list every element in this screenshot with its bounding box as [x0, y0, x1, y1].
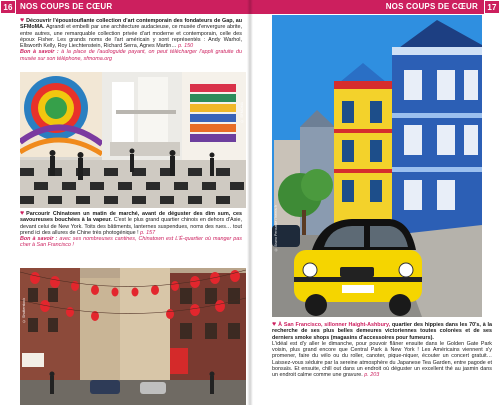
chinatown-street-illustration — [20, 268, 246, 405]
museum-page-ref: p. 150 — [178, 43, 194, 50]
heart-icon: ♥ — [272, 321, 277, 328]
haight-ashbury-page-ref: p. 203 — [364, 372, 380, 379]
museum-section-text — [20, 18, 242, 62]
right-page — [250, 0, 500, 405]
chinatown-heading: Parcourir Chinatown — [26, 211, 81, 217]
museum-heading: Découvrir l'époustouflante collection d'art contemporain des fondateurs de Gap, au SFMoMA. — [20, 18, 242, 31]
chinatown-body: C'est le plus grand quartier chinois en dehors d'Asie, devant celui de New York. Toits des bâtiments, lanternes suspendues, noms des rues… tout prend ici des allures de Chine très photogénique ! — [20, 217, 242, 236]
museum-photo — [20, 72, 246, 208]
museum-photo-credit: © SFMOMA — [240, 102, 244, 123]
haight-ashbury-body: L'idéal est d'y aller le dimanche, pour pouvoir flâner ensuite dans le Golden Gate Park voisin, plus grand encore que Central Park à New York ! Les Américains viennent s'y promener, faire du vélo ou du roller, canoter, pique-niquer, écouter un concert gratuit… Laissez-vous séduire par la sereine atmosphère du Japanese Tea Garden, entre pagode et bonsaïs. Et ensuite, chill out dans un endroit où déguster un excellent thé au jasmin dans un endroit calme comme une gravure. — [272, 340, 492, 379]
section-header-title: NOS COUPS DE CŒUR — [385, 2, 478, 11]
left-header-band — [0, 0, 250, 14]
right-header-band — [250, 0, 500, 14]
tip-label: Bon à savoir : — [20, 49, 59, 56]
chinatown-photo-credit: © Shutterstock — [22, 298, 26, 323]
chinatown-tip: avec ses nombreuses cantines, Chinatown est L'É-quartier où manger pas cher à San Francisco ! — [20, 236, 243, 249]
heart-icon: ♥ — [20, 17, 25, 24]
chinatown-photo — [20, 268, 246, 405]
book-gutter — [247, 0, 253, 405]
victorian-houses-illustration — [272, 15, 482, 317]
chinatown-heading-rest: un matin de marché, avant de déguster des dim sum, ces savoureuses bouchées à la vapeur. — [20, 211, 242, 224]
haight-ashbury-photo — [272, 15, 482, 317]
museum-body: Agrandi et embelli par une architecture audacieuse, ce musée d'envergure abrite, entre autres, une remarquable collection privée d'art moderne et contemporain, celle des époux Fisher. Les grands noms de l'art américain y sont représentés : Andy Warhol, Ellsworth Kelly, Roy Liechtenstein, Richard Serra, Agnes Martin… — [20, 24, 242, 50]
haight-ashbury-heading: À San Francisco, sillonner Haight-Ashbury, — [278, 322, 391, 328]
tip-label: Bon à savoir : — [20, 236, 58, 243]
museum-website-link[interactable]: sfmoma.org — [83, 55, 113, 62]
page-number: 16 — [0, 0, 16, 14]
haight-ashbury-heading-rest: quartier des hippies dans les 70's, à la recherche de ses plus belles demeures victoriennes toutes colorées et de ses derniers smoke shops (magasins d'accessoires pour fumeurs). — [272, 322, 492, 341]
chinatown-section-text — [20, 211, 242, 249]
haight-ashbury-photo-credit: © Bruno Perousse / hemis.fr — [274, 205, 278, 252]
museum-tip: à la place de l'audioguide payant, on peut télécharger l'appli gratuite du musée sur son téléphone, — [20, 49, 242, 62]
heart-icon: ♥ — [20, 210, 25, 217]
museum-interior-illustration — [20, 72, 246, 208]
chinatown-page-ref: p. 157 — [140, 229, 156, 236]
haight-ashbury-section-text — [272, 322, 492, 379]
section-header-title: NOS COUPS DE CŒUR — [20, 2, 113, 11]
page-number: 17 — [484, 0, 500, 14]
